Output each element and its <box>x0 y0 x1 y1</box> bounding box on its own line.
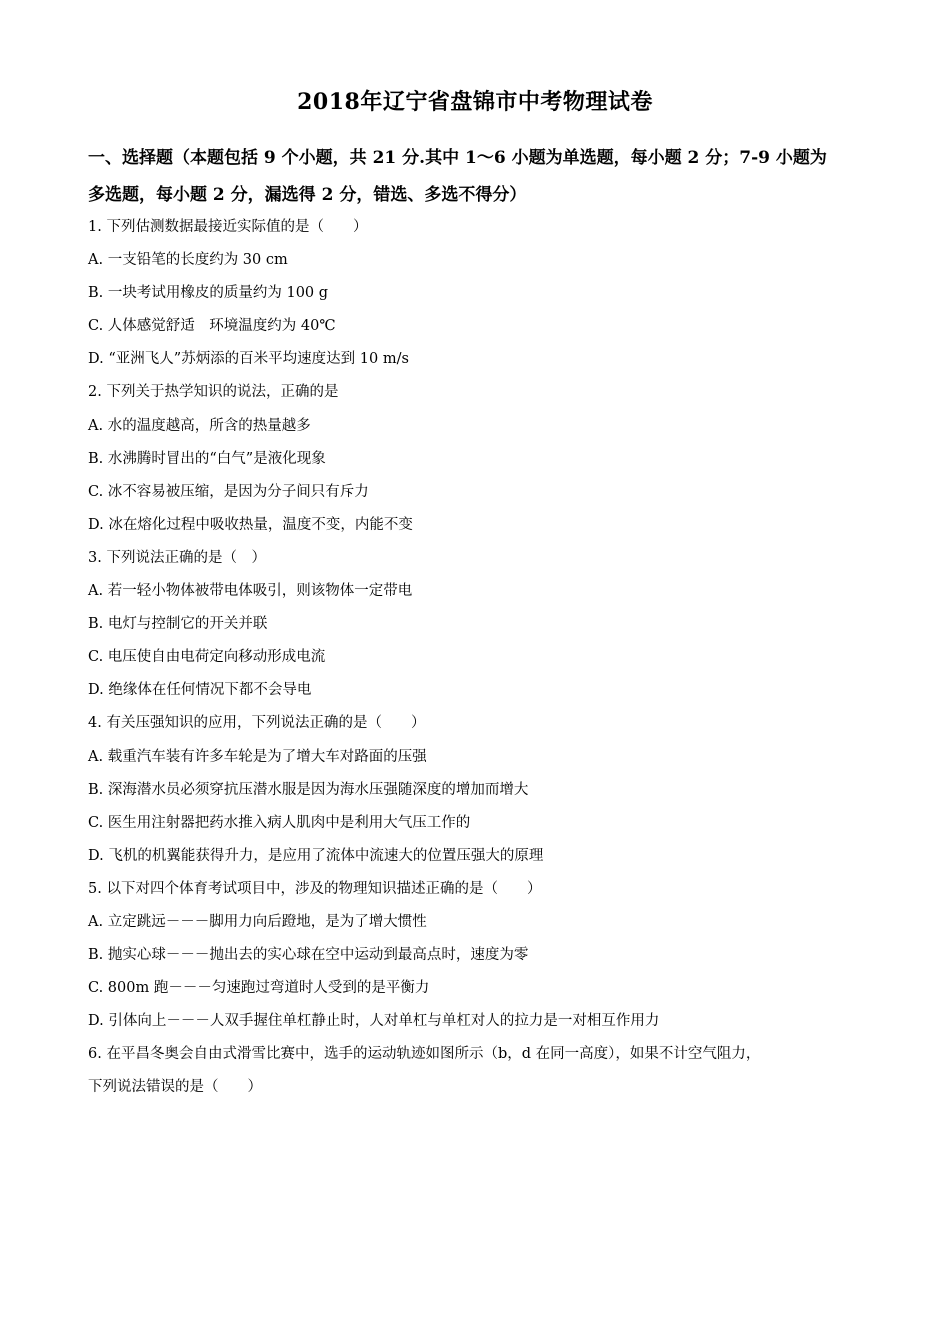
option-a: A. 水的温度越高，所含的热量越多 <box>88 417 311 434</box>
option-c: C. 电压使自由电荷定向移动形成电流 <box>88 649 326 666</box>
option-a: A. 载重汽车装有许多车轮是为了增大车对路面的压强 <box>88 748 427 765</box>
question-5 <box>88 876 878 1041</box>
question-4 <box>88 710 878 875</box>
question-1 <box>88 214 878 379</box>
option-b: B. 深海潜水员必须穿抗压潜水服是因为海水压强随深度的增加而增大 <box>88 781 529 798</box>
option-d: D. 绝缘体在任何情况下都不会导电 <box>88 682 312 699</box>
option-a: A. 立定跳远－－－脚用力向后蹬地，是为了增大惯性 <box>88 913 427 930</box>
question-2 <box>88 379 878 544</box>
question-3 <box>88 545 878 710</box>
option-a: A. 若一轻小物体被带电体吸引，则该物体一定带电 <box>88 583 413 600</box>
question-stem: 5. 以下对四个体育考试项目中，涉及的物理知识描述正确的是（ ） <box>88 880 542 897</box>
option-d: D. 引体向上－－－人双手握住单杠静止时，人对单杠与单杠对人的拉力是一对相互作用力 <box>88 1013 660 1030</box>
question-stem-line-1: 6. 在平昌冬奥会自由式滑雪比赛中，选手的运动轨迹如图所示（b，d 在同一高度），如果不计空气阻力， <box>88 1046 761 1063</box>
question-6 <box>88 1041 878 1107</box>
section-header-line-2: 多选题，每小题 2 分，漏选得 2 分，错选、多选不得分） <box>88 185 527 205</box>
question-stem: 1. 下列估测数据最接近实际值的是（ ） <box>88 219 368 235</box>
option-d: D. 冰在熔化过程中吸收热量，温度不变，内能不变 <box>88 516 413 533</box>
option-c: C. 人体感觉舒适 环境温度约为 40℃ <box>88 318 336 335</box>
option-b: B. 水沸腾时冒出的“白气”是液化现象 <box>88 450 326 467</box>
question-stem-line-2: 下列说法错误的是（ ） <box>88 1079 262 1096</box>
option-c: C. 800m 跑－－－匀速跑过弯道时人受到的是平衡力 <box>88 980 430 997</box>
option-c: C. 医生用注射器把药水推入病人肌肉中是利用大气压工作的 <box>88 814 471 831</box>
option-d: D. “亚洲飞人”苏炳添的百米平均速度达到 10 m/s <box>88 351 409 368</box>
option-b: B. 一块考试用橡皮的质量约为 100 g <box>88 285 329 302</box>
question-stem: 2. 下列关于热学知识的说法，正确的是 <box>88 384 339 401</box>
question-list <box>88 214 878 1108</box>
option-b: B. 电灯与控制它的开关并联 <box>88 616 268 633</box>
option-d: D. 飞机的机翼能获得升力，是应用了流体中流速大的位置压强大的原理 <box>88 847 544 864</box>
option-b: B. 抛实心球－－－抛出去的实心球在空中运动到最高点时，速度为零 <box>88 947 529 964</box>
option-a: A. 一支铅笔的长度约为 30 cm <box>88 252 288 269</box>
question-stem: 3. 下列说法正确的是（ ） <box>88 549 266 566</box>
option-c: C. 冰不容易被压缩，是因为分子间只有斥力 <box>88 483 369 500</box>
section-header <box>88 140 878 214</box>
page-title: 2018年辽宁省盘锦市中考物理试卷 <box>297 89 653 115</box>
question-stem: 4. 有关压强知识的应用，下列说法正确的是（ ） <box>88 715 426 732</box>
section-header-line-1: 一、选择题（本题包括 9 个小题，共 21 分.其中 1～6 小题为单选题，每小题 2 分；7-9 小题为 <box>88 148 827 168</box>
